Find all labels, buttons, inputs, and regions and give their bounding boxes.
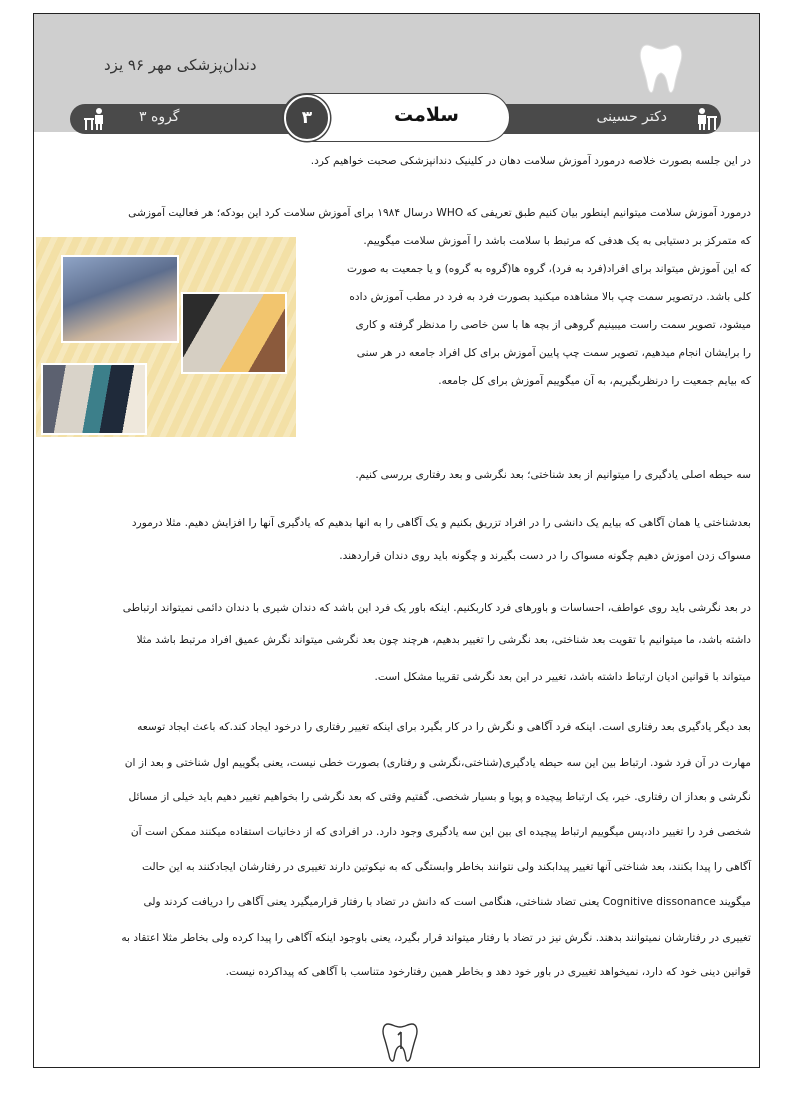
paragraph-line: درمورد آموزش سلامت میتوانیم اینطور بیان کنیم طبق تعریفی که WHO درسال ۱۹۸۴ برای آموزش سلامت کرد این بودکه؛ هر فعالیت آموزشی <box>128 207 751 219</box>
paragraph-line: مسواک زدن اموزش دهیم چگونه مسواک را در دست بگیرند و چگونه باید روی دندان قراردهند. <box>339 550 751 562</box>
paragraph-line: که این آموزش میتواند برای افراد(فرد به فرد)، گروه ها(گروه به گروه) و یا جمعیت به صورت <box>346 263 751 275</box>
paragraph-line: که متمرکز بر دستیابی به یک هدفی که مرتبط با سلامت باشد را آموزش سلامت میگوییم. <box>363 235 751 247</box>
paragraph-line: داشته باشد، ما میتوانیم با تقویت بعد شناختی، بعد نگرشی را تغییر بدهیم، هرچند چون بعد نگرشی میتواند نگرش عمیق افراد مرتبط باشد مثلا <box>136 634 751 646</box>
education-photo-collage <box>36 237 296 437</box>
photo-group-education <box>181 292 287 374</box>
tooth-page-icon <box>382 1019 418 1063</box>
page <box>33 13 760 1068</box>
paragraph-line: را برایشان انجام میدهیم، تصویر سمت چپ پایین آموزش برای کل افراد جامعه در هر سنی <box>356 347 751 359</box>
paragraph-line: تغییری در رفتارشان نمیتوانند بدهند. نگرش نیز در تضاد با رفتار میتواند قرار بگیرد، یعنی باوجود اینکه آگاهی را پیدا کرده ولی بخاطر مثلا اعتقاد به <box>121 932 751 944</box>
paragraph-line: میتواند با قوانین ادیان ارتباط داشته باشد، تغییر در این بعد نگرشی تقریبا مشکل است. <box>374 671 751 683</box>
paragraph-line: کلی باشد. درتصویر سمت چپ بالا مشاهده میکنید بصورت فرد به فرد در مطب آموزش داده <box>349 291 751 303</box>
paragraph-line: آگاهی را پیدا بکنند، بعد شناختی آنها تغییر پیدابکند ولی نتوانند بخاطر وابستگی که به نیکوتین دارند تغییری در رفتارشان ایجادکنند به این حالت <box>141 861 751 873</box>
paragraph-line: سه حیطه اصلی یادگیری را میتوانیم از بعد شناختی؛ بعد نگرشی و بعد رفتاری بررسی کنیم. <box>355 469 751 481</box>
paragraph-line: بعد دیگر یادگیری بعد رفتاری است. اینکه فرد آگاهی و نگرش را در کار بگیرد برای اینکه تغییر رفتاری را درخود ایجاد کند.که باعث ایجاد توسعه <box>137 721 751 733</box>
section-number-badge: ۳ <box>284 95 330 141</box>
paragraph-line: که بیایم جمعیت را درنظربگیریم، به آن میگوییم آموزش برای کل جامعه. <box>438 375 751 387</box>
paragraph-line: قوانین دینی خود که دارد، نمیخواهد تغییری در باور خود دهد و بخاطر همین رفتارخود متناسب با آگاهی که پیداکرده نیست. <box>225 966 751 978</box>
person-desk-icon <box>693 106 719 132</box>
paragraph-line: میگویند Cognitive dissonance یعنی تضاد شناختی، هنگامی است که دانش در تضاد با رفتار قرارمیگیرد یعنی آگاهی را دریافت کردند ولی <box>143 896 751 908</box>
paragraph-line: نگرشی و بعداز ان رفتاری. خیر، یک ارتباط پیچیده و پویا و بسیار شخصی. گفتیم وقتی که بعد نگرشی را بخواهیم تغییر دهیم باید خیلی از مسائل <box>128 791 751 803</box>
paragraph-line: در این جلسه بصورت خلاصه درمورد آموزش سلامت دهان در کلینیک دندانپزشکی صحبت خواهیم کرد. <box>310 155 751 167</box>
paragraph-line: بعدشناختی یا همان آگاهی که بیایم یک دانشی را در افراد تزریق بکنیم و یک آگاهی را به انها بدهیم که یادگیری آنها را افزایش دهیم. مثلا درمورد <box>131 517 751 529</box>
tooth-icon <box>639 39 683 97</box>
paragraph-line: میشود، تصویر سمت راست میبینیم گروهی از بچه ها با سن خاصی را مدنظر گرفته و کاری <box>355 319 751 331</box>
section-title: سلامت <box>394 104 459 126</box>
photo-community-education <box>41 363 147 435</box>
group-label: گروه ۳ <box>139 109 180 125</box>
paragraph-line: شخصی فرد را تغییر داد،پس میگوییم ارتباط پیچیده ای بین این سه یادگیری وجود دارد. در افرادی که از دخانیات استفاده میکنند ممکن است آن <box>130 826 751 838</box>
paragraph-line: مهارت در آن فرد شود. ارتباط بین این سه حیطه یادگیری(شناختی،نگرشی و رفتاری) بصورت خطی نیست، یعنی بگوییم اول شناختی و بعد از ان <box>124 757 751 769</box>
paragraph-line: در بعد نگرشی باید روی عواطف، احساسات و باورهای فرد کاربکنیم. اینکه باور یک فرد این باشد که دندان شیری با دندان دائمی نمیتواند ارتباطی <box>122 602 751 614</box>
photo-individual-education <box>61 255 179 343</box>
person-desk-icon <box>82 106 108 132</box>
page-header-title: دندان‌پزشکی مهر ۹۶ یزد <box>104 56 257 74</box>
doctor-label: دکتر حسینی <box>596 109 667 125</box>
